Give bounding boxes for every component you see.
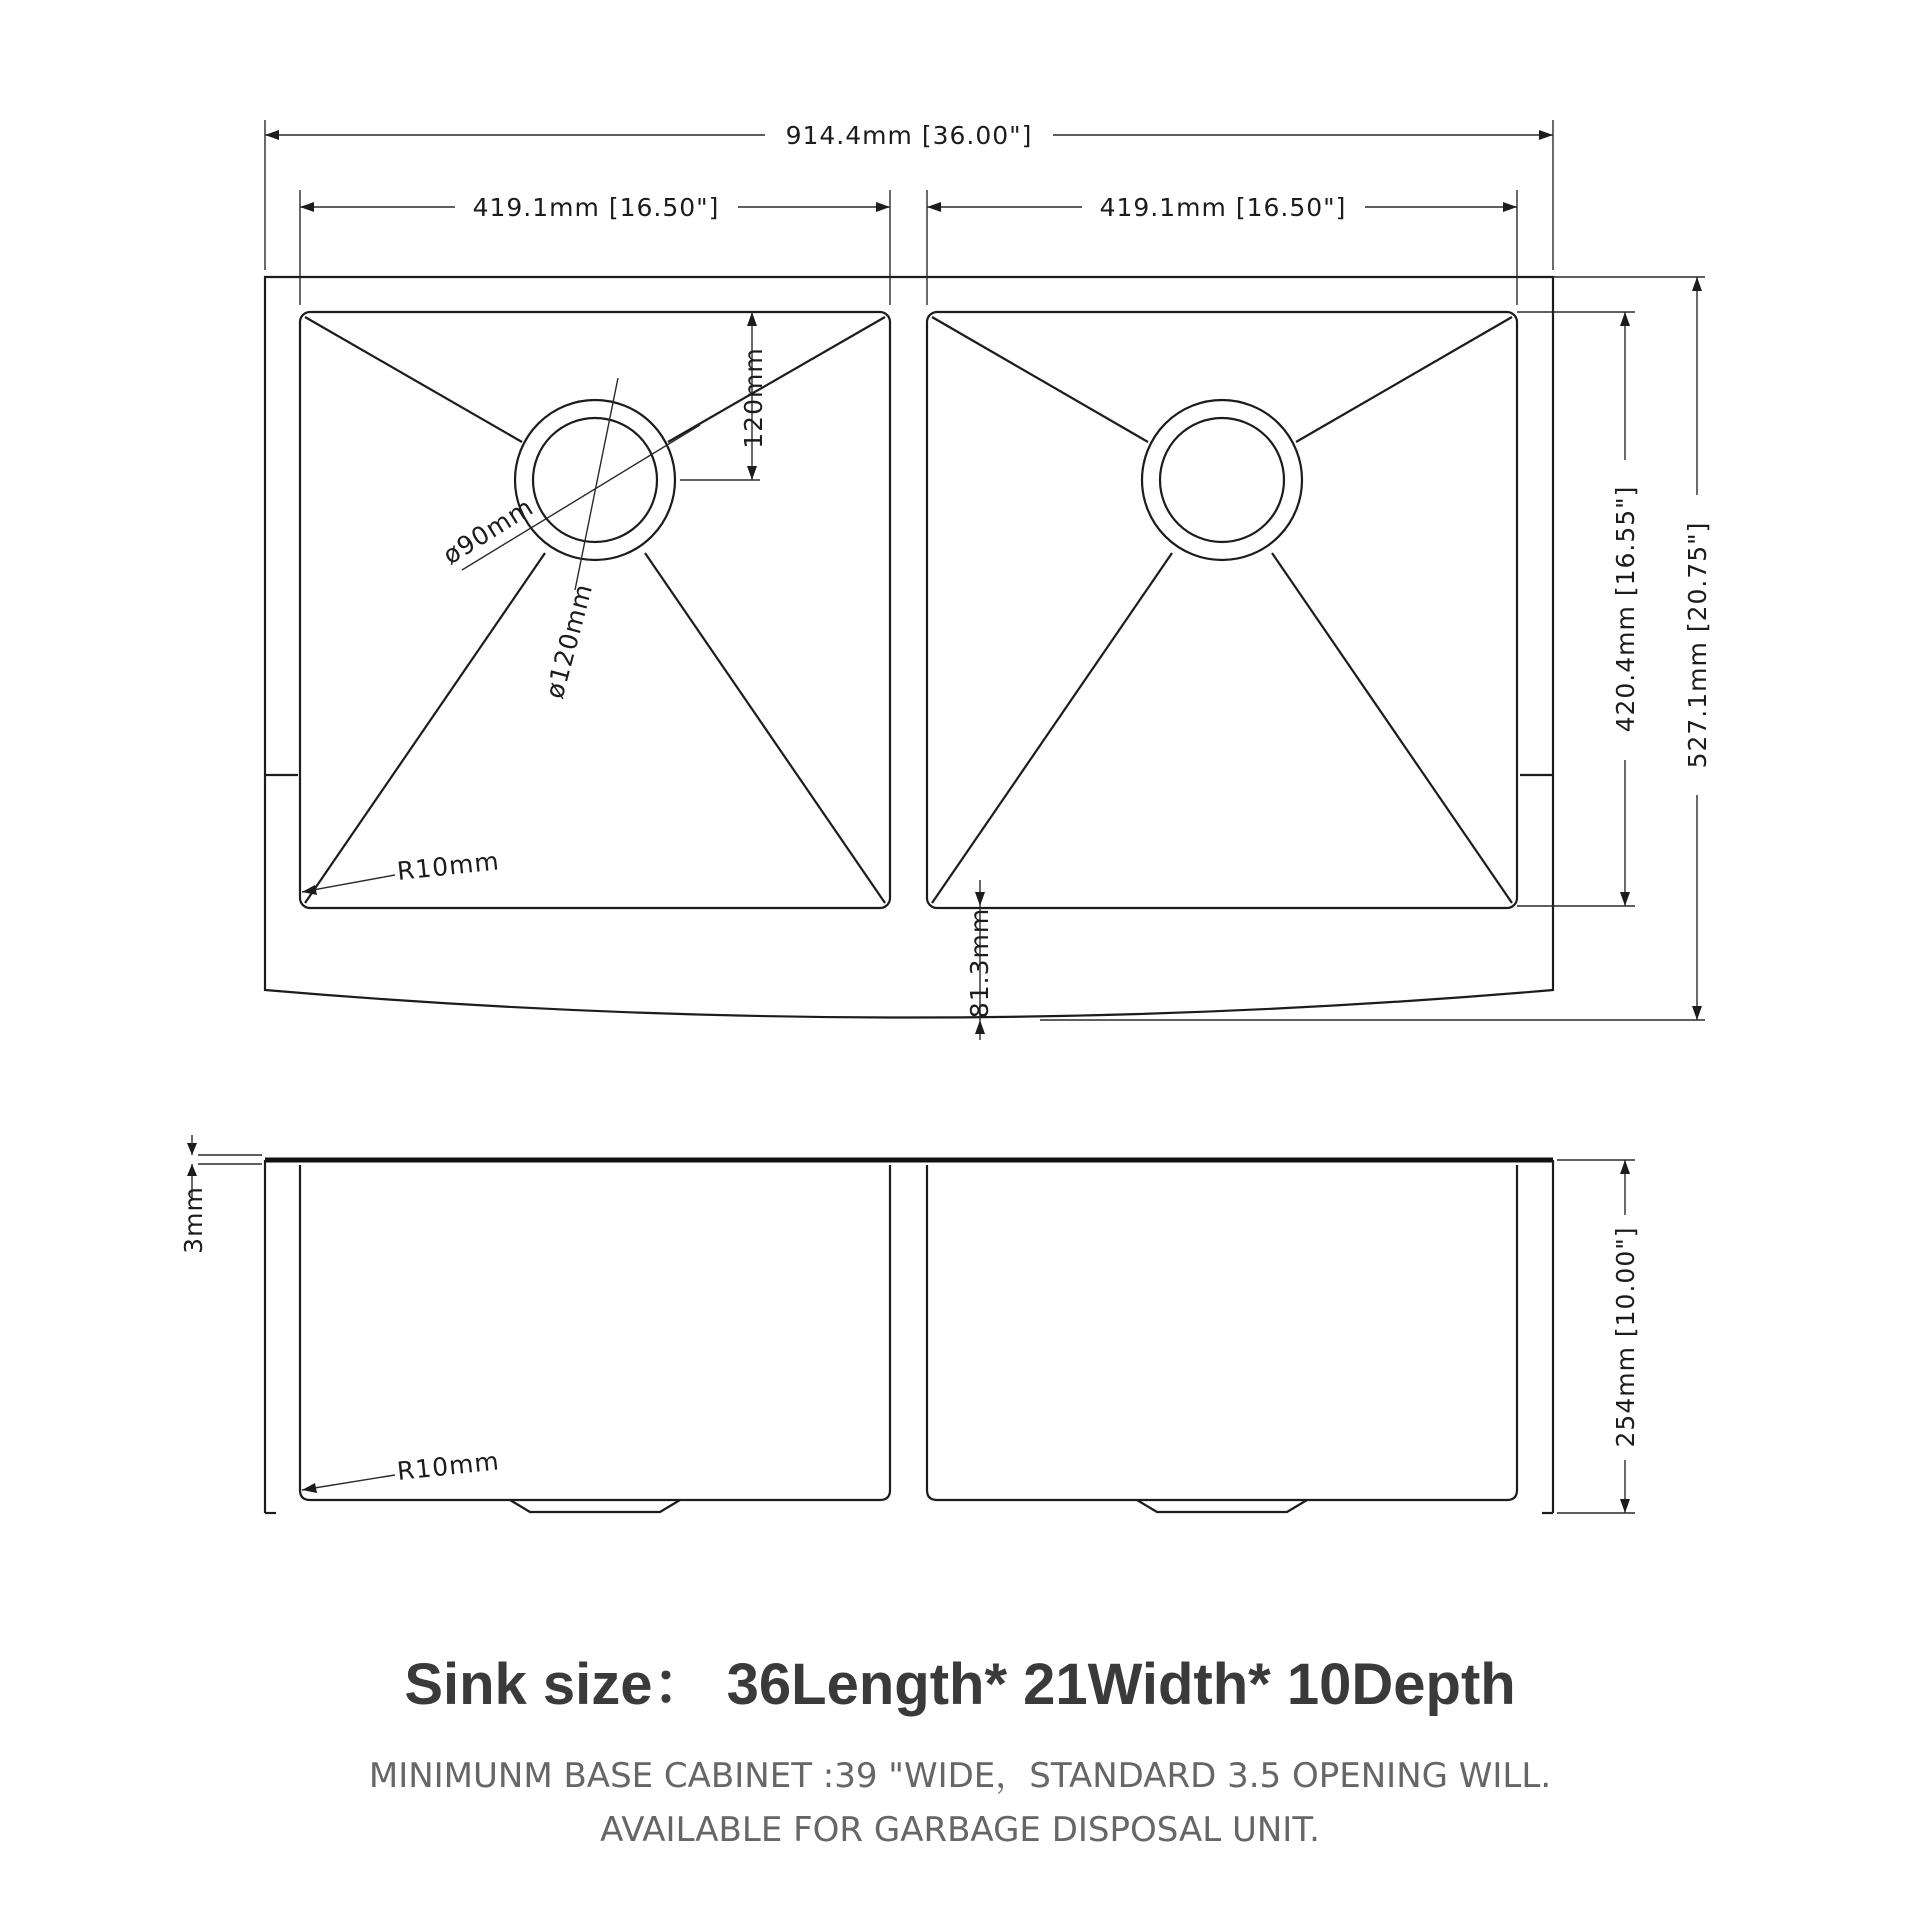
bowl-depth-dimension [1517, 312, 1640, 906]
drain-inner-dia-label: ø90mm [437, 492, 539, 571]
side-corner-radius-leader [302, 1446, 501, 1493]
overall-width-dimension [265, 120, 1553, 270]
drain-outer-dia-label: ø120mm [539, 580, 599, 702]
corner-radius-leader [302, 846, 501, 895]
sink-size-headline: Sink size： 36Length* 21Width* 10Depth [404, 1652, 1516, 1717]
side-corner-radius-label: R10mm [395, 1446, 501, 1486]
depth-dimension [1557, 1160, 1640, 1513]
overall-width-label: 914.4mm [36.00"] [785, 121, 1033, 150]
left-bowl-section [300, 1165, 890, 1500]
cabinet-note-line-1: MINIMUNM BASE CABINET :39 "WIDE，STANDARD 3.5 OPENING WILL. [368, 1756, 1552, 1796]
right-bowl-width-label: 419.1mm [16.50"] [1099, 193, 1347, 222]
rim-thickness-dimension [179, 1135, 262, 1254]
side-view [179, 1135, 1640, 1513]
right-drain-outer [1142, 400, 1302, 560]
left-bowl-width-dimension [300, 190, 890, 305]
left-drain-inner [533, 418, 657, 542]
depth-label: 254mm [10.00"] [1611, 1226, 1640, 1448]
sink-outline [265, 277, 1553, 1018]
left-bowl-width-label: 419.1mm [16.50"] [472, 193, 720, 222]
left-drain-outer [515, 400, 675, 560]
overall-depth-label: 527.1mm [20.75"] [1683, 521, 1712, 769]
right-bowl-width-dimension [927, 190, 1517, 305]
right-bowl-slope-lines [932, 317, 1512, 903]
left-bowl [300, 312, 890, 908]
right-bowl-section [927, 1165, 1517, 1500]
rim-thickness-label: 3mm [179, 1186, 208, 1254]
left-bowl-slope-lines [305, 317, 885, 903]
right-bowl [927, 312, 1517, 908]
front-apron-dimension [965, 880, 994, 1040]
front-apron-label: 81.3mm [965, 907, 994, 1019]
drain-offset-dimension [680, 312, 768, 480]
top-view [265, 120, 1712, 1040]
right-drain-inner [1160, 418, 1284, 542]
bowl-depth-label: 420.4mm [16.55"] [1611, 485, 1640, 733]
right-drain-profile [1137, 1500, 1307, 1512]
drain-offset-label: 120mm [739, 347, 768, 449]
corner-radius-label: R10mm [395, 846, 501, 886]
cabinet-note-line-2: AVAILABLE FOR GARBAGE DISPOSAL UNIT. [600, 1810, 1320, 1850]
left-drain-profile [510, 1500, 680, 1512]
